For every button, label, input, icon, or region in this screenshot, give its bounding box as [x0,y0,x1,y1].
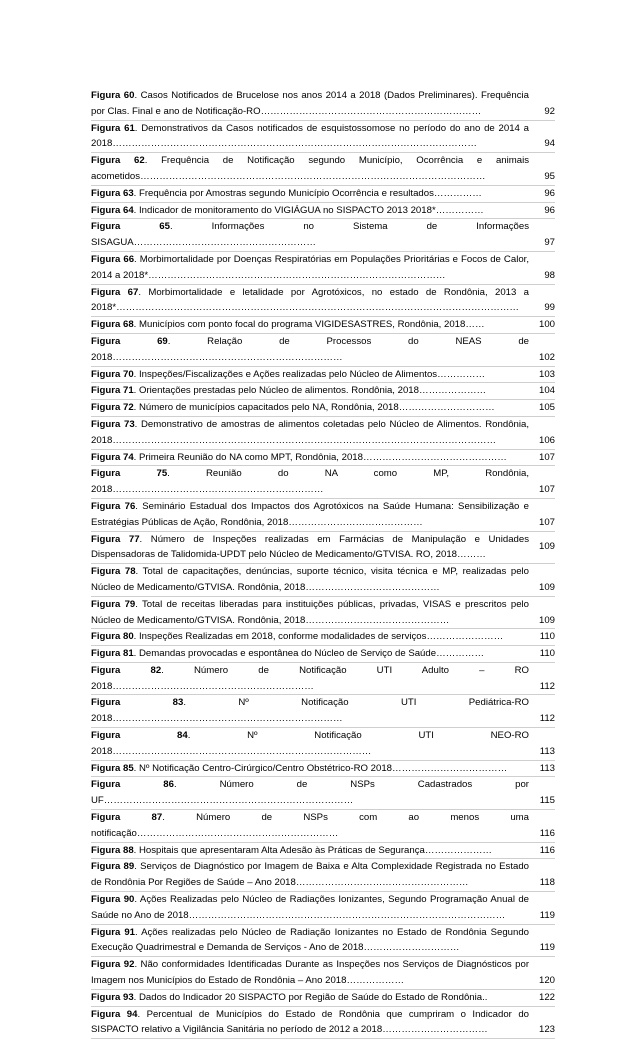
figure-number: 72 [122,402,134,414]
page-number[interactable]: 120 [538,975,555,987]
figure-label: Figura [91,861,124,873]
leader-dots: …………………………… [382,1024,488,1036]
figure-label: Figura [91,959,124,971]
figure-title: . Reunião do NA como MP, Rondônia, 2018 [91,468,529,496]
figure-label: Figura [91,991,123,1003]
leader-dots: ………………………………………………………………………………… [148,269,446,281]
toc-entry-text [91,777,529,809]
figure-label: Figura [91,664,151,676]
figure-number: 75 [156,468,168,480]
figure-title: . Serviços de Diagnóstico por Imagem de Baixa e Alta Complexidade Registrada no Estado de Rondônia Por Regiões de Saúde – Ano 2018 [91,861,529,889]
toc-entry-text [91,564,529,596]
figure-number: 91 [124,926,135,938]
figure-label: Figura [91,730,178,742]
figure-title: . Demandas provocadas e espontânea do Núcleo de Serviço de Saúde [133,648,437,660]
toc-entry[interactable] [91,843,555,860]
figure-label: Figura [91,122,125,134]
toc-entry-text [91,121,529,153]
figure-number: 80 [122,631,134,643]
figure-number: 74 [122,451,134,463]
page-number[interactable]: 103 [538,368,555,380]
leader-dots: ………………… [424,844,492,856]
figure-number: 93 [122,991,134,1003]
leader-dots: ………………………… [363,942,460,954]
figure-title: . Frequência por Amostras segundo Município Ocorrência e resultados [133,187,434,199]
figure-title: . Ações realizadas pelo Núcleo de Radiação Ionizantes no Estado de Rondônia Segundo Execução Quadrimestral e Demanda de Serviços - Ano de 2018 [91,926,530,954]
toc-entry[interactable] [91,777,555,810]
figure-number: 87 [151,812,163,824]
page-number[interactable]: 113 [539,745,555,757]
toc-entry[interactable] [91,892,555,925]
toc-entry-text [91,499,529,531]
leader-dots: ……………………………………………………………… [112,351,343,363]
toc-entry[interactable] [91,925,555,958]
figure-title: . Indicador de monitoramento do VIGIÁGUA no SISPACTO 2013 2018* [133,204,436,216]
toc-entry-text [91,88,529,120]
figure-title: . Não conformidades Identificadas Durante as Inspeções nos Serviços de Diagnósticos por Imagem nos Municípios do Estado de Rondônia – Ano 2018 [91,959,530,987]
figure-number: 70 [122,368,134,380]
figure-number: 67 [127,286,139,298]
figure-label: Figura [91,418,124,430]
leader-dots: ……………………………………… [305,614,450,626]
leader-dots: ……………………………………………………………………… [112,745,372,757]
list-of-figures [91,88,555,1039]
leader-dots: ………………………………………………… [133,237,316,249]
toc-entry-text [91,219,529,251]
toc-entry-text [91,252,529,284]
toc-entry-text [91,695,529,727]
leader-dots: ……… [457,549,486,561]
toc-entry[interactable] [91,219,555,252]
toc-entry[interactable] [91,417,555,450]
figure-label: Figura [91,779,164,791]
figure-title: . Total de receitas liberadas para instituições públicas, privadas, VISAS e prescritos pelo Núcleo de Medicamento/GTVISA. Rondônia, 2018 [91,598,529,626]
leader-dots: …………… [433,187,482,199]
page-number[interactable]: 102 [538,351,555,363]
toc-entry-text [91,532,529,564]
page-number[interactable]: 109 [538,581,555,593]
figure-label: Figura [91,221,160,233]
toc-entry-text [91,186,529,202]
figure-title: . Morbimortalidade e letalidade por Agrotóxicos, no estado de Rondônia, 2013 a 2018* [91,286,530,314]
figure-label: Figura [91,286,128,298]
figure-title: . Número de Notificação UTI Adulto – RO 2018 [91,664,530,692]
leader-dots: …………………………………… [305,581,440,593]
figure-label: Figura [91,402,123,414]
figure-title: . Primeira Reunião do NA como MPT, Rondônia, 2018 [133,451,363,463]
page-number[interactable]: 109 [538,614,555,626]
leader-dots: .. [482,991,488,1003]
figure-label: Figura [91,631,123,643]
page-number[interactable]: 97 [544,237,555,249]
page-number[interactable]: 105 [538,402,555,414]
page-number[interactable]: 107 [538,451,555,463]
page-number[interactable]: 107 [538,516,555,528]
toc-entry-text [91,317,529,333]
figure-title: . Relação de Processos do NEAS de 2018 [91,335,529,363]
figure-title: . Número de NSPs com ao menos uma notificação [91,812,529,839]
toc-entry[interactable] [91,383,555,400]
toc-entry[interactable] [91,695,555,728]
figure-title: . Inspeções/Fiscalizações e Ações realizadas pelo Núcleo de Alimentos [133,368,438,380]
toc-entry-text [91,843,529,859]
toc-entry-text [91,957,529,989]
figure-number: 61 [124,122,135,134]
page-number[interactable]: 116 [539,827,555,839]
figure-number: 86 [163,779,174,791]
figure-label: Figura [91,926,125,938]
toc-entry[interactable] [91,728,555,761]
figure-number: 71 [122,385,134,397]
toc-entry-text [91,203,529,219]
page-number[interactable]: 107 [538,484,555,496]
toc-entry[interactable] [91,859,555,892]
figure-label: Figura [91,385,123,397]
toc-entry[interactable] [91,532,555,565]
page-number[interactable]: 122 [538,991,555,1003]
leader-dots: …………… [437,368,486,380]
figure-label: Figura [91,451,123,463]
figure-label: Figura [91,319,123,331]
figure-title: . Nº Notificação Centro-Cirúrgico/Centro Obstétrico-RO 2018 [133,762,393,774]
figure-label: Figura [91,368,123,380]
figure-number: 65 [159,221,170,233]
leader-dots: …………… [436,648,485,660]
toc-entry[interactable] [91,88,555,121]
figure-number: 92 [123,959,135,971]
figure-title: . Nº Notificação UTI Pediátrica-RO 2018 [91,697,529,725]
figure-number: 88 [122,844,134,856]
figure-title: . Orientações prestadas pelo Núcleo de alimentos. Rondônia, 2018 [133,385,419,397]
toc-entry-text [91,285,529,317]
toc-entry[interactable] [91,153,555,186]
figure-label: Figura [91,566,125,578]
figure-number: 78 [124,566,136,578]
figure-number: 76 [124,500,136,512]
figure-number: 90 [123,894,135,906]
toc-entry-text [91,810,529,842]
toc-entry[interactable] [91,367,555,384]
page-number[interactable]: 115 [539,795,555,807]
figure-label: Figura [91,844,123,856]
figure-number: 63 [122,187,134,199]
page-number[interactable]: 112 [539,680,555,692]
leader-dots: ………………………… [398,402,495,414]
figure-label: Figura [91,894,124,906]
figure-title: . Demonstrativos da Casos notificados de esquistossomose no período do ano de 2014 a 2018 [91,122,529,150]
page-number[interactable]: 92 [544,105,555,117]
toc-entry[interactable] [91,810,555,843]
page-number[interactable]: 119 [539,909,555,921]
toc-entry[interactable] [91,663,555,696]
leader-dots: ………………… [418,385,487,397]
figure-label: Figura [91,468,157,480]
figure-title: . Hospitais que apresentaram Alta Adesão às Práticas de Segurança [133,844,425,856]
leader-dots: ……………………………………………………………………………………… [188,909,506,921]
toc-entry-text [91,417,529,449]
page-number[interactable]: 112 [539,713,555,725]
leader-dots: …………………………………… [288,516,423,528]
leader-dots: …………………………………………………………… [260,105,482,117]
figure-number: 82 [150,664,162,676]
page-number[interactable]: 106 [538,434,555,446]
figure-number: 89 [123,861,135,873]
page-number[interactable]: 98 [544,269,555,281]
figure-label: Figura [91,155,135,167]
leader-dots: ……………………………………………………………………………………………………………… [116,302,520,314]
toc-entry-text [91,859,529,891]
figure-number: 66 [123,253,135,265]
leader-dots: ……………………………………………………………………………………………… [140,170,486,182]
figure-label: Figura [91,1008,127,1020]
leader-dots: ……………………………………………………… [112,680,314,692]
leader-dots: ……………………………………………………………… [112,713,343,725]
toc-entry[interactable] [91,400,555,417]
figure-number: 94 [126,1008,138,1020]
figure-title: . Número de municípios capacitados pelo NA, Rondônia, 2018 [133,402,399,414]
leader-dots: …………………………………………………………………… [103,795,354,807]
figure-label: Figura [91,533,129,545]
toc-entry[interactable] [91,186,555,203]
leader-dots: …………………………………………………………………………………………………… [112,138,477,150]
figure-number: 83 [172,697,184,709]
figure-number: 84 [177,730,188,742]
figure-label: Figura [91,762,123,774]
figure-title: . Demonstrativo de amostras de alimentos coletadas pelo Núcleo de Alimentos. Rondônia, 2018 [91,418,529,446]
toc-entry[interactable] [91,252,555,285]
page-number[interactable]: 113 [539,762,555,774]
figure-title: . Inspeções Realizadas em 2018, conforme modalidades de serviços [133,631,427,643]
figure-number: 85 [122,762,134,774]
page-number[interactable]: 96 [544,204,555,216]
toc-entry[interactable] [91,121,555,154]
figure-title: . Seminário Estadual dos Impactos dos Agrotóxicos na Saúde Humana: Sensibilização e Estratégias Públicas de Ação, Rondônia, 2018 [91,500,529,528]
figure-number: 64 [122,204,134,216]
leader-dots: ………………………………………………………………………………………………………… [112,434,497,446]
figure-label: Figura [91,697,173,709]
toc-entry-text [91,450,529,466]
figure-title: . Morbimortalidade por Doenças Respiratórias em Populações Prioritárias e Focos de Calor, 2014 a 2018* [91,253,529,281]
figure-label: Figura [91,90,124,101]
page-number[interactable]: 95 [544,170,555,182]
leader-dots: …………… [435,204,484,216]
figure-title: . Frequência de Notificação segundo Município, Ocorrência e animais acometidos [91,155,529,182]
toc-entry[interactable] [91,597,555,630]
toc-entry[interactable] [91,334,555,367]
figure-title: . Nº Notificação UTI NEO-RO 2018 [91,730,530,757]
leader-dots: ………………………………………………………… [112,484,324,496]
toc-entry-text [91,728,529,760]
toc-entry-text [91,597,529,629]
figure-title: . Número de Inspeções realizadas em Farmácias de Manipulação e Unidades Dispensadoras de Talidomida-UPDT pelo Núcleo de Medicamento/GTVISA. RO, 2018 [91,533,530,561]
figure-title: . Ações Realizadas pelo Núcleo de Radiações Ionizantes, Segundo Programação Anual de Saúde no Ano de 2018 [91,894,530,921]
toc-entry-text [91,466,529,498]
leader-dots: ……………………………………………… [295,877,469,889]
toc-entry[interactable] [91,1007,555,1039]
figure-label: Figura [91,500,125,512]
toc-entry-text [91,892,529,924]
toc-entry[interactable] [91,499,555,532]
toc-entry-text [91,1007,529,1039]
toc-entry-text [91,761,529,777]
toc-entry-text [91,153,529,185]
figure-label: Figura [91,187,123,199]
figure-title: . Casos Notificados de Brucelose nos anos 2014 a 2018 (Dados Preliminares). Frequência por Clas. Final e ano de Notificação-RO [91,90,529,117]
page-number[interactable]: 110 [539,631,555,643]
toc-entry[interactable] [91,957,555,990]
page-number[interactable]: 96 [544,187,555,199]
leader-dots: …… [465,319,485,331]
toc-entry[interactable] [91,450,555,467]
figure-number: 68 [122,319,134,331]
leader-dots: ……………………………………… [362,451,507,463]
toc-entry[interactable] [91,285,555,318]
toc-entry-text [91,334,529,366]
toc-entry[interactable] [91,761,555,778]
toc-entry-text [91,367,529,383]
figure-label: Figura [91,812,152,824]
figure-label: Figura [91,648,123,660]
page-number[interactable]: 118 [539,877,555,889]
toc-entry[interactable] [91,317,555,334]
figure-title: . Número de NSPs Cadastrados por UF [91,779,529,807]
toc-entry-text [91,629,529,645]
figure-number: 77 [128,533,140,545]
figure-number: 81 [122,648,134,660]
toc-entry[interactable] [91,466,555,499]
figure-title: . Informações no Sistema de Informações SISAGUA [91,221,529,249]
page-number[interactable]: 119 [539,942,555,954]
toc-entry-text [91,990,529,1006]
toc-entry-text [91,925,529,957]
figure-label: Figura [91,253,124,265]
toc-entry-text [91,646,529,662]
toc-entry[interactable] [91,990,555,1007]
leader-dots: …………………… [426,631,504,643]
figure-number: 62 [134,155,145,167]
page-number[interactable]: 116 [539,844,555,856]
leader-dots: ……………… [346,975,405,987]
figure-title: . Percentual de Municípios do Estado de Rondônia que cumpriram o Indicador do SISPACTO relativo a Vigilância Sanitária no período de 2012 a 2018 [91,1008,530,1036]
figure-number: 79 [124,598,136,610]
toc-entry[interactable] [91,564,555,597]
figure-number: 69 [157,335,168,347]
figure-label: Figura [91,204,123,216]
figure-number: 73 [123,418,135,430]
toc-entry[interactable] [91,629,555,646]
figure-title: . Municípios com ponto focal do programa VIGIDESASTRES, Rondônia, 2018 [133,319,466,331]
page-number[interactable]: 100 [538,319,555,331]
figure-number: 60 [123,90,135,101]
toc-entry[interactable] [91,646,555,663]
page-number[interactable]: 104 [538,385,555,397]
figure-title: . Total de capacitações, denúncias, suporte técnico, visita técnica e MP, realizadas pelo Núcleo de Medicamento/GTVISA. Rondônia, 2018 [91,566,529,593]
toc-entry-text [91,383,529,399]
figure-label: Figura [91,335,158,347]
figure-label: Figura [91,598,125,610]
toc-entry[interactable] [91,203,555,220]
toc-entry-text [91,663,529,695]
figure-title: . Dados do Indicador 20 SISPACTO por Região de Saúde do Estado de Rondônia [133,991,483,1003]
page-number[interactable]: 109 [538,541,555,553]
page-number[interactable]: 123 [538,1024,555,1036]
leader-dots: ……………………………………………………… [136,827,339,839]
leader-dots: ……………………………… [392,762,508,774]
page-number[interactable]: 99 [544,302,555,314]
toc-entry-text [91,400,529,416]
page-number[interactable]: 94 [544,138,555,150]
page-number[interactable]: 110 [539,648,555,660]
